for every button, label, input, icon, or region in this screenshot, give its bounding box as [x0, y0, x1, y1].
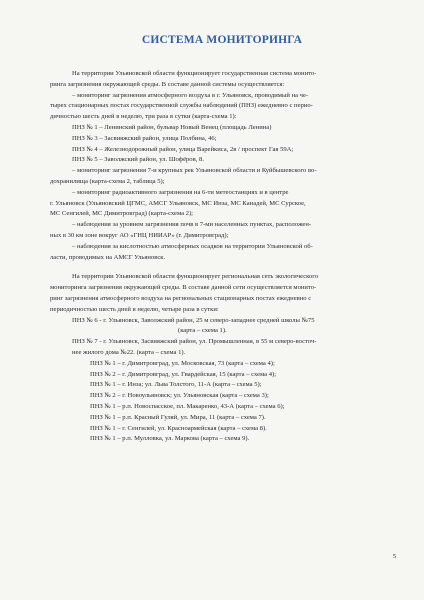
post-entry: ПНЗ № 1 – р.п. Мулловка, ул. Маркова (карта – схема 9). — [90, 435, 250, 443]
paragraph-line: ринга загрязнения окружающей среды. В составе данной системы осуществляется: — [50, 80, 285, 88]
post-entry: ПНЗ № 5 – Заволжский район, ул. Шофёров, 8. — [72, 156, 204, 164]
post-entry: ПНЗ № 1 – р.п. Красный Гуляй, ул. Мира, 11 (карта – схема 7). — [90, 413, 266, 421]
page-title: СИСТЕМА МОНИТОРИНГА — [141, 34, 303, 46]
post-entry: ПНЗ № 2 – г. Новоульяновск; ул. Ульяновская (карта – схема 3); — [90, 392, 269, 400]
paragraph-line: мониторинга загрязнения окружающей среды. В составе данной сети осуществляется монито- — [50, 284, 317, 292]
section-state-monitoring — [50, 69, 394, 263]
list-item-line: МС Сенгилей, МС Димитровград) (карта-схема 2); — [50, 210, 193, 218]
post-entry: ПНЗ № 3 – Засвияжский район, улица Полбина, 46; — [72, 134, 217, 142]
list-item-line: – мониторинг загрязнения 7-и крупных рек Ульяновской области и Куйбышевского во- — [72, 167, 317, 175]
post-entry: (карта – схема 1). — [178, 327, 227, 335]
post-entry: ПНЗ № 4 – Железнодорожный район, улица Варейкиса, 2в / проспект Гая 59А; — [72, 145, 294, 153]
list-item-line: дичностью шесть дней в неделю, три раза в сутки (карта-схема 1): — [50, 113, 237, 121]
section-regional-monitoring — [50, 272, 394, 445]
post-entry: ПНЗ № 2 – г. Димитровград, ул. Гвардейская, 15 (карта – схема 4); — [90, 370, 277, 378]
post-entry: ПНЗ № 1 – р.п. Новоспасское, пл. Макаренко, 43-А (карта – схема 6); — [90, 402, 285, 410]
paragraph-line: На территории Ульяновской области функционирует региональная сеть экологического — [72, 273, 319, 281]
list-item-line: – мониторинг загрязнения атмосферного воздуха в г. Ульяновск, проводимый на че- — [72, 91, 309, 99]
list-item-line: – наблюдения за кислотностью атмосферных осадков на территории Ульяновской об- — [72, 242, 313, 250]
paragraph-line: ринг загрязнения атмосферного воздуха на региональных стационарных постах ежедневно с — [50, 294, 312, 302]
list-item-line: ных в 30 км зоне вокруг АО «ГНЦ НИИАР» (г. Димитровград); — [50, 231, 229, 239]
list-item-line: дохранилища (карта-схема 2, таблица 5); — [50, 177, 165, 185]
post-entry: ПНЗ № 1 – г. Сенгилей, ул. Красноармейская (карта – схема 8). — [90, 424, 267, 432]
list-item-line: ласти, проводимых на АМСГ Ульяновск. — [50, 253, 166, 261]
page-number: 5 — [392, 553, 396, 560]
post-entry: ПНЗ № 1 – Ленинский район, бульвар Новый Венец (площадь Ленина) — [72, 123, 272, 131]
list-item-line: – мониторинг радиоактивного загрязнения на 6-ти метеостанциях и в центре — [72, 188, 289, 196]
list-item-line: – наблюдения за уровнем загрязнения почв в 7-ми населенных пунктах, расположен- — [72, 221, 312, 229]
section-gap — [50, 263, 394, 272]
paragraph-line: На территории Ульяновской области функционирует государственная система монито- — [72, 70, 317, 77]
post-entry: ПНЗ № 1 – г. Инза; ул. Льва Толстого, 11-А (карта – схема 5); — [90, 381, 262, 389]
list-item-line: г. Ульяновск (Ульяновский ЦГМС, АМСГ Ульяновск, МС Инза, МС Канадей, МС Сурское, — [50, 199, 306, 207]
post-entry: ПНЗ № 1 – г. Димитровград, ул. Московская, 73 (карта – схема 4); — [90, 359, 275, 367]
post-entry: ПНЗ № 6 - г. Ульяновск, Заволжский район, 25 м северо-западнее средней школы №75 — [72, 316, 315, 324]
post-entry: нее жилого дома №22. (карта – схема 1). — [72, 348, 186, 356]
list-item-line: тырех стационарных постах государственной службы наблюдений (ПНЗ) ежедневно с перио- — [50, 102, 313, 110]
post-entry: ПНЗ № 7 - г. Ульяновск, Засвияжский район, ул. Промышленная, в 55 м северо-восточ- — [72, 338, 317, 346]
paragraph-line: периодичностью шесть дней в неделю, четыре раза в сутки: — [50, 305, 219, 313]
